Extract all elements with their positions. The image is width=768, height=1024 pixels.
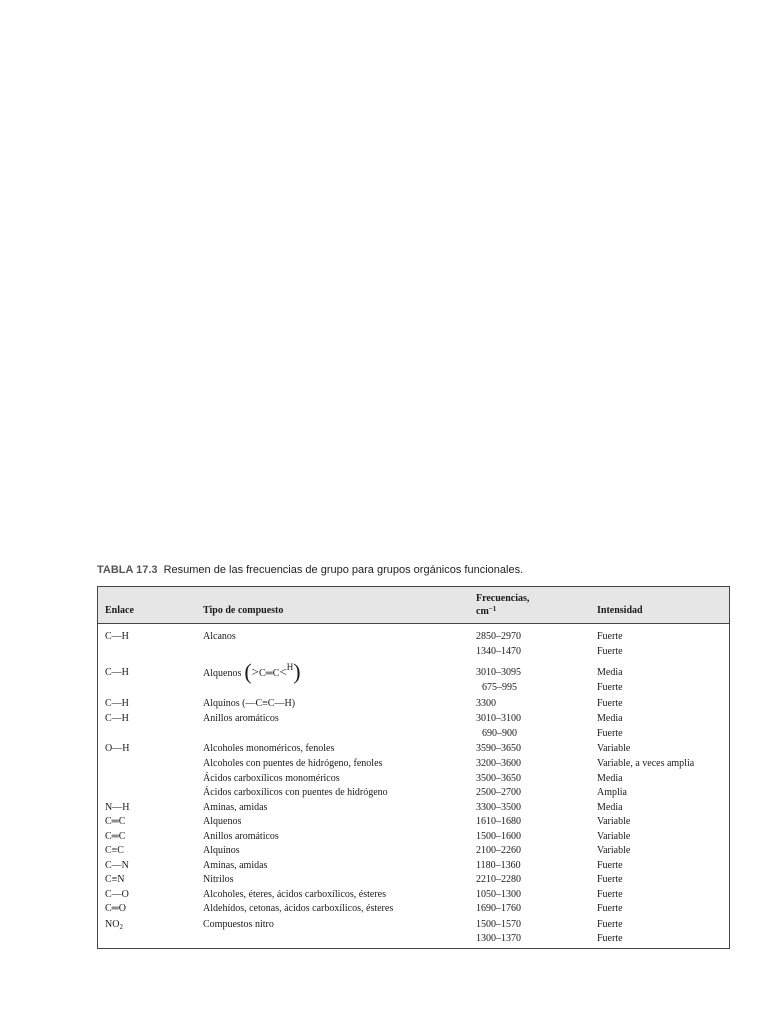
cell-frecuencia: 3200–3600	[476, 758, 521, 769]
alkene-hydrogen: H	[286, 662, 294, 672]
cell-tipo: Compuestos nitro	[203, 919, 274, 930]
table-caption-text: Resumen de las frecuencias de grupo para grupos orgánicos funcionales.	[163, 564, 524, 576]
cell-frecuencia: 2210–2280	[476, 874, 521, 885]
cell-enlace: N—H	[105, 802, 130, 813]
cell-enlace: C—O	[105, 889, 129, 900]
table-header	[98, 587, 729, 624]
cell-frecuencia: 3300–3500	[476, 802, 521, 813]
cell-tipo: Alcoholes, éteres, ácidos carboxílicos, ésteres	[203, 889, 386, 900]
cell-frecuencia: 1340–1470	[476, 646, 521, 657]
table-row	[98, 888, 729, 903]
header-freq-line1: Frecuencias,	[476, 593, 530, 604]
table-row	[98, 801, 729, 816]
cell-intensidad: Fuerte	[597, 919, 623, 930]
cell-tipo: Alcanos	[203, 631, 236, 642]
header-tipo: Tipo de compuesto	[203, 605, 284, 616]
cell-enlace: C≡C	[105, 845, 124, 856]
cell-enlace: NO	[105, 919, 120, 930]
cell-enlace: C═C	[105, 816, 126, 827]
cell-intensidad: Media	[597, 802, 623, 813]
cell-tipo-formula	[203, 660, 301, 682]
cell-intensidad: Media	[597, 667, 623, 678]
table-row	[98, 844, 729, 859]
cell-frecuencia: 1050–1300	[476, 889, 521, 900]
cell-frecuencia: 3010–3095	[476, 667, 521, 678]
cell-enlace: C—N	[105, 860, 129, 871]
cell-enlace: C—H	[105, 631, 129, 642]
cell-intensidad: Fuerte	[597, 889, 623, 900]
cell-tipo: Alquenos	[203, 668, 242, 679]
cell-frecuencia: 1300–1370	[476, 933, 521, 944]
table-row	[98, 659, 729, 684]
cell-frecuencia: 3300	[476, 698, 496, 709]
cell-intensidad: Fuerte	[597, 698, 623, 709]
cell-enlace: C═O	[105, 903, 126, 914]
cell-tipo: Aminas, amidas	[203, 860, 268, 871]
cell-frecuencia: 2850–2970	[476, 631, 521, 642]
cell-tipo: Aldehídos, cetonas, ácidos carboxílicos, ésteres	[203, 903, 394, 914]
cell-intensidad: Fuerte	[597, 728, 623, 739]
frequency-table	[97, 586, 730, 949]
table-row	[98, 742, 729, 757]
cell-frecuencia: 2500–2700	[476, 787, 521, 798]
table-row	[98, 630, 729, 645]
cell-tipo: Alquinos (—C≡C—H)	[203, 698, 296, 709]
cell-intensidad: Fuerte	[597, 682, 623, 693]
cell-frecuencia: 1500–1600	[476, 831, 521, 842]
cell-tipo: Aminas, amidas	[203, 802, 268, 813]
cell-tipo: Anillos aromáticos	[203, 713, 279, 724]
cell-intensidad: Fuerte	[597, 903, 623, 914]
cell-frecuencia: 3500–3650	[476, 773, 521, 784]
cell-intensidad: Variable	[597, 743, 631, 754]
cell-enlace-subscript: 2	[119, 923, 123, 931]
table-row	[98, 859, 729, 874]
alkene-bond: C═C	[259, 668, 280, 679]
cell-enlace: O—H	[105, 743, 130, 754]
table-row	[98, 645, 729, 660]
cell-frecuencia: 675–995	[482, 682, 517, 693]
cell-intensidad: Fuerte	[597, 646, 623, 657]
table-row	[98, 830, 729, 845]
cell-tipo: Ácidos carboxílicos monoméricos	[203, 773, 340, 784]
table-row	[98, 712, 729, 727]
cell-intensidad: Fuerte	[597, 860, 623, 871]
cell-frecuencia: 1610–1680	[476, 816, 521, 827]
cell-intensidad: Fuerte	[597, 631, 623, 642]
table-row	[98, 772, 729, 787]
table-row	[98, 681, 729, 696]
table-row	[98, 902, 729, 917]
header-enlace: Enlace	[105, 605, 134, 616]
cell-intensidad: Variable	[597, 845, 631, 856]
cell-tipo: Alquinos	[203, 845, 240, 856]
header-intensidad: Intensidad	[597, 605, 643, 616]
table-row	[98, 757, 729, 772]
cell-intensidad: Fuerte	[597, 874, 623, 885]
cell-frecuencia: 1690–1760	[476, 903, 521, 914]
table-row	[98, 918, 729, 933]
header-frecuencias	[476, 593, 529, 617]
alkene-formula: (>C═C<H)	[244, 659, 301, 684]
table-caption	[97, 564, 737, 576]
table-row	[98, 727, 729, 742]
header-freq-unit: cm	[476, 606, 489, 617]
cell-intensidad: Media	[597, 773, 623, 784]
cell-tipo: Alquenos	[203, 816, 242, 827]
header-freq-exp: −1	[488, 605, 497, 613]
cell-intensidad: Fuerte	[597, 933, 623, 944]
cell-enlace: C═C	[105, 831, 126, 842]
cell-frecuencia: 3010–3100	[476, 713, 521, 724]
cell-tipo: Anillos aromáticos	[203, 831, 279, 842]
cell-intensidad: Media	[597, 713, 623, 724]
cell-frecuencia: 1500–1570	[476, 919, 521, 930]
cell-enlace: C—H	[105, 698, 129, 709]
cell-intensidad: Amplia	[597, 787, 627, 798]
cell-frecuencia: 1180–1360	[476, 860, 521, 871]
cell-frecuencia: 690–900	[482, 728, 517, 739]
cell-tipo: Ácidos carboxílicos con puentes de hidrógeno	[203, 787, 388, 798]
table-row	[98, 815, 729, 830]
table-row	[98, 873, 729, 888]
cell-enlace: C—H	[105, 667, 129, 678]
cell-enlace: C≡N	[105, 874, 125, 885]
cell-intensidad: Variable, a veces amplia	[597, 758, 695, 769]
cell-frecuencia: 2100–2260	[476, 845, 521, 856]
cell-tipo: Nitrilos	[203, 874, 234, 885]
cell-intensidad: Variable	[597, 831, 631, 842]
cell-intensidad: Variable	[597, 816, 631, 827]
cell-frecuencia: 3590–3650	[476, 743, 521, 754]
table-row	[98, 932, 729, 947]
cell-enlace: C—H	[105, 713, 129, 724]
table-row	[98, 697, 729, 712]
cell-tipo: Alcoholes monoméricos, fenoles	[203, 743, 335, 754]
table-row	[98, 786, 729, 801]
table-label: TABLA 17.3	[97, 564, 158, 576]
cell-tipo: Alcoholes con puentes de hidrógeno, fenoles	[203, 758, 383, 769]
